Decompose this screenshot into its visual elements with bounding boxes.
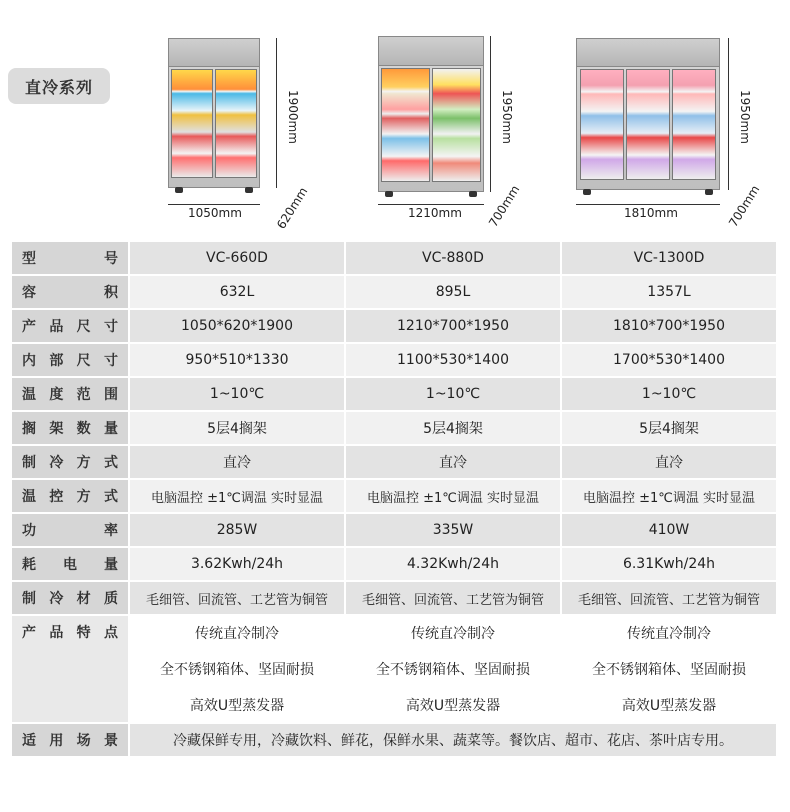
table-cell: 直冷 bbox=[346, 446, 560, 478]
table-row bbox=[12, 514, 776, 546]
spec-table bbox=[10, 240, 778, 758]
height-label: 1900mm bbox=[286, 90, 300, 144]
feature-row bbox=[12, 616, 776, 650]
table-row bbox=[12, 310, 776, 342]
row-label: 型 号 bbox=[12, 242, 128, 274]
width-label: 1810mm bbox=[624, 206, 678, 220]
scenario-text: 冷藏保鲜专用，冷藏饮料、鲜花，保鲜水果、蔬菜等。餐饮店、超市、花店、茶叶店专用。 bbox=[130, 724, 776, 756]
table-cell: 毛细管、回流管、工艺管为铜管 bbox=[346, 582, 560, 614]
height-label: 1950mm bbox=[738, 90, 752, 144]
feature-item: 传统直冷制冷 bbox=[130, 616, 344, 650]
feature-item: 全不锈钢箱体、坚固耐损 bbox=[562, 652, 776, 686]
table-row bbox=[12, 344, 776, 376]
table-cell: 632L bbox=[130, 276, 344, 308]
row-label: 容 积 bbox=[12, 276, 128, 308]
table-cell: 335W bbox=[346, 514, 560, 546]
table-cell: 电脑温控 ±1℃调温 实时显温 bbox=[346, 480, 560, 512]
row-label: 温度范围 bbox=[12, 378, 128, 410]
table-row bbox=[12, 242, 776, 274]
table-cell: 1050*620*1900 bbox=[130, 310, 344, 342]
table-cell: 410W bbox=[562, 514, 776, 546]
width-label: 1210mm bbox=[408, 206, 462, 220]
table-cell: 电脑温控 ±1℃调温 实时显温 bbox=[130, 480, 344, 512]
table-cell: 毛细管、回流管、工艺管为铜管 bbox=[130, 582, 344, 614]
depth-label: 620mm bbox=[274, 184, 311, 232]
table-cell: 3.62Kwh/24h bbox=[130, 548, 344, 580]
height-label: 1950mm bbox=[500, 90, 514, 144]
table-cell: 4.32Kwh/24h bbox=[346, 548, 560, 580]
feature-item: 全不锈钢箱体、坚固耐损 bbox=[346, 652, 560, 686]
table-cell: 1810*700*1950 bbox=[562, 310, 776, 342]
scenario-row bbox=[12, 724, 776, 756]
table-cell: 1357L bbox=[562, 276, 776, 308]
series-badge: 直冷系列 bbox=[8, 68, 110, 104]
feature-item: 传统直冷制冷 bbox=[346, 616, 560, 650]
row-label: 制冷材质 bbox=[12, 582, 128, 614]
table-cell: 直冷 bbox=[562, 446, 776, 478]
table-cell: 285W bbox=[130, 514, 344, 546]
table-row bbox=[12, 446, 776, 478]
table-cell: VC-660D bbox=[130, 242, 344, 274]
table-cell: 1~10℃ bbox=[346, 378, 560, 410]
row-label: 耗电量 bbox=[12, 548, 128, 580]
row-label: 功 率 bbox=[12, 514, 128, 546]
table-cell: 毛细管、回流管、工艺管为铜管 bbox=[562, 582, 776, 614]
depth-label: 700mm bbox=[486, 182, 523, 230]
feature-item: 高效U型蒸发器 bbox=[562, 688, 776, 722]
table-row bbox=[12, 548, 776, 580]
table-cell: 直冷 bbox=[130, 446, 344, 478]
table-cell: 5层4搁架 bbox=[130, 412, 344, 444]
feature-item: 高效U型蒸发器 bbox=[130, 688, 344, 722]
table-cell: 1210*700*1950 bbox=[346, 310, 560, 342]
scenario-label: 适用场景 bbox=[12, 724, 128, 756]
width-label: 1050mm bbox=[188, 206, 242, 220]
table-cell: 电脑温控 ±1℃调温 实时显温 bbox=[562, 480, 776, 512]
table-row bbox=[12, 276, 776, 308]
feature-item: 传统直冷制冷 bbox=[562, 616, 776, 650]
table-row bbox=[12, 582, 776, 614]
table-cell: 1~10℃ bbox=[130, 378, 344, 410]
table-cell: 1700*530*1400 bbox=[562, 344, 776, 376]
table-cell: 950*510*1330 bbox=[130, 344, 344, 376]
row-label: 产品尺寸 bbox=[12, 310, 128, 342]
row-label: 温控方式 bbox=[12, 480, 128, 512]
feature-item: 全不锈钢箱体、坚固耐损 bbox=[130, 652, 344, 686]
table-cell: 895L bbox=[346, 276, 560, 308]
table-row bbox=[12, 412, 776, 444]
table-row bbox=[12, 378, 776, 410]
feature-item: 高效U型蒸发器 bbox=[346, 688, 560, 722]
row-label: 制冷方式 bbox=[12, 446, 128, 478]
depth-label: 700mm bbox=[726, 182, 763, 230]
row-label: 搁架数量 bbox=[12, 412, 128, 444]
table-cell: 1~10℃ bbox=[562, 378, 776, 410]
features-label: 产品特点 bbox=[12, 616, 128, 722]
table-cell: VC-880D bbox=[346, 242, 560, 274]
row-label: 内部尺寸 bbox=[12, 344, 128, 376]
table-cell: VC-1300D bbox=[562, 242, 776, 274]
table-cell: 5层4搁架 bbox=[346, 412, 560, 444]
table-cell: 5层4搁架 bbox=[562, 412, 776, 444]
table-cell: 1100*530*1400 bbox=[346, 344, 560, 376]
table-cell: 6.31Kwh/24h bbox=[562, 548, 776, 580]
table-row bbox=[12, 480, 776, 512]
